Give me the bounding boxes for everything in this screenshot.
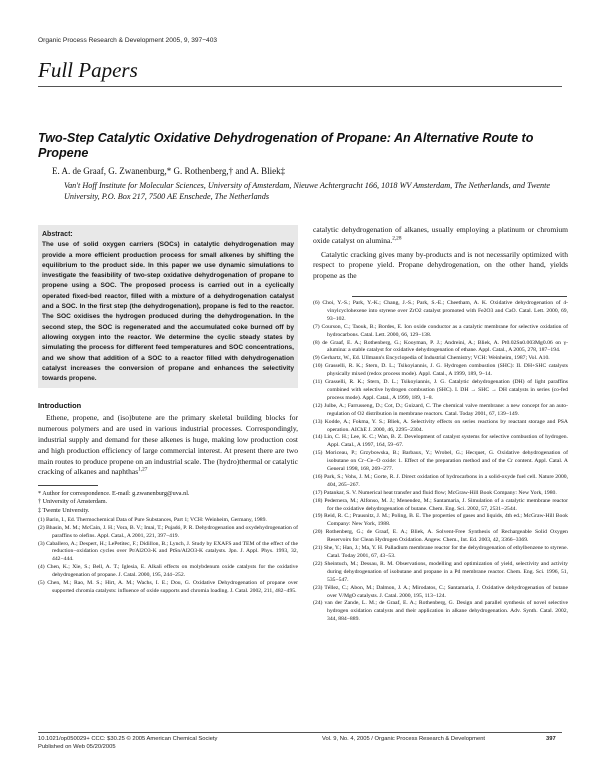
reference-item: (8) de Graaf, E. A.; Rothenberg, G.; Kooyman, P. J.; Andreini, A.; Bliek, A. Pt0.02Sn0.003Mg0.06 on γ-alumina: a stable catalyst for oxidative dehydrogenation of ethane. Appl. Catal., A 2005, 278, 187−194.	[313, 339, 568, 354]
intro-continuation-text: catalytic dehydrogenation of alkanes, usually employing a platinum or chromium oxide catalyst on alumina.	[313, 225, 568, 245]
citation: 2,28	[392, 235, 402, 242]
reference-item: (11) Grasselli, R. K.; Stern, D. L.; Tsikoyiannis, J. G. Catalytic dehydrogenation (DH) of light paraffins combined with selective hydrogen combustion (SHC). I. DH → SHC → DH catalysts in series (co-fed process mode). Appl. Catal., A 1999, 189, 1−8.	[313, 379, 568, 401]
section-label: Full Papers	[38, 58, 138, 82]
reference-item: (12) Julbe, A.; Farrusseng, D.; Cot, D.; Guizard, C. The chemical valve membrane: a new concept for an auto-regulation of O2 distribution in membrane reactors. Catal. Today 2001, 67, 139−149.	[313, 402, 568, 417]
abstract-text: The use of solid oxygen carriers (SOCs) in catalytic dehydrogenation may provide a more efficient production process for small alkenes by shifting the equilibrium to the product side. In this paper we use dynamic simulations to investigate the feasibility of two-step oxidative dehydrogenation of propane to propene using a SOC. The proposed process is carried out in a cyclically operated fixed-bed reactor, filled with a mixture of a dehydrogenation catalyst and a SOC. In the first step (the dehydrogenation), propane is fed to the reactor. The SOC oxidises the hydrogen produced during the dehydrogenation. In the second step, the SOC is regenerated and the accumulated coke burned off by allowing oxygen into the reactor. We determine the cyclic steady states by simulating the process for different feed temperatures and SOC concentrations, and we show that addition of a SOC to a reactor filled with dehydrogenation catalyst increases the conversion of propane and enhances the selectivity towards propene.	[42, 241, 294, 383]
reference-item: (13) Kodde, A.; Fokma, Y. S.; Bliek, A. Selectivity effects on series reactions by reactant storage and PSA operation. AIChE J. 2000, 46, 2295−2304.	[313, 418, 568, 433]
page-number: 397	[546, 736, 556, 742]
reference-item: (10) Grasselli, R. K.; Stern, D. L.; Tsikoyiannis, J. G. Hydrogen combustion (SHC): II. DH+SHC catalysts physically mixed (redox process mode). Appl. Catal., A 1999, 189, 9−14.	[313, 363, 568, 378]
footnote-correspondence: * Author for correspondence. E-mail: g.zwanenburg@uva.nl.	[38, 490, 190, 498]
intro-paragraph-2: Catalytic cracking gives many by-products and is not necessarily optimized with respect to propene yield. Propane dehydrogenation, on the other hand, yields propene as the	[313, 249, 568, 281]
intro-continuation	[313, 225, 568, 247]
reference-item: (9) Gerhartz, W., Ed. Ullmann's Encyclopedia of Industrial Chemistry; VCH: Weinheim, 1987; Vol. A10.	[313, 355, 550, 362]
footer-journal: Vol. 9, No. 4, 2005 / Organic Process Research & Development	[322, 736, 486, 742]
left-column	[38, 225, 298, 596]
reference-item: (22) Sheintuch, M.; Dessau, R. M. Observations, modelling and optimization of yield, selectivity and activity during dehydrogenation of isobutane and propane in a Pd membrane reactor. Chem. Eng. Sci. 1996, 51, 535−547.	[313, 560, 568, 583]
footer-published: Published on Web 05/20/2005	[38, 744, 116, 750]
journal-citation: Organic Process Research & Development 2005, 9, 397−403	[38, 37, 218, 44]
reference-item: (6) Choi, Y.-S.; Park, Y.-K.; Chang, J.-S.; Park, S.-E.; Cheetham, A. K. Oxidative dehydrogenation of 4-vinylcyclohexene into styrene over ZrO2 catalyst promoted with Fe2O3 and CaO. Catal. Lett. 2000, 69, 93−102.	[313, 300, 568, 322]
reference-item: (3) Caballero, A.; Despert, H.; LePetitec, F.; Didillon, B.; Lynch, J. Study by EXAFS and TEM of the effect of the reduction−oxidation cycles over Pt/Al2O3-K and PtSn/Al2O3-K catalysts. Jpn. J. Appl. Phys. 1993, 32, 442−444.	[38, 540, 298, 563]
references-rule	[352, 296, 567, 297]
affiliation: Van't Hoff Institute for Molecular Sciences, University of Amsterdam, Nieuwe Achtergracht 166, 1018 WV Amsterdam, The Netherlands, and Twente University, P.O. Box 217, 7500 AE Enschede, The Netherlands	[64, 181, 551, 201]
reference-item: (15) Moriceau, P.; Grzybowska, B.; Barbaux, Y.; Wrobel, G.; Hecquet, G. Oxidative dehydrogenation of isobutane on Cr−Ce−O oxide: 1. Effect of the preparation method and of the Cr content. Appl. Catal. A General 1998, 168, 269−277.	[313, 450, 568, 473]
reference-item: (23) Téllez, C.; Abon, M.; Dalmon, J. A.; Mirodatos, C.; Santamaria, J. Oxidative dehydrogenation of butane over V/MgO catalysts. J. Catal. 2000, 195, 113−124.	[313, 584, 568, 599]
footer-rule	[38, 732, 562, 733]
footer-doi: 10.1021/op050029+ CCC: $30.25 © 2005 American Chemical Society	[38, 736, 218, 742]
footnote-affiliation-1: † University of Amsterdam.	[38, 498, 108, 506]
reference-item: (18) Pedernera, M.; Alfonso, M. J.; Menendez, M.; Santamaria, J. Simulation of a catalytic membrane reactor for the oxidative dehydrogenation of butane. Chem. Eng. Sci. 2002, 57, 2531−2544.	[313, 497, 568, 512]
author-list: E. A. de Graaf, G. Zwanenburg,* G. Rothenberg,† and A. Bliek‡	[52, 166, 286, 176]
reference-item: (1) Barin, I., Ed. Thermochemical Data of Pure Substances, Part 1; VCH: Weinheim, Germany, 1989.	[38, 516, 267, 523]
citation: 1,27	[138, 466, 148, 473]
footnote-affiliation-2: ‡ Twente University.	[38, 506, 90, 514]
abstract-box	[38, 225, 298, 388]
introduction-paragraph	[38, 413, 298, 478]
reference-item: (17) Patankar, S. V. Numerical heat transfer and fluid flow; McGraw-Hill Book Company: New York, 1980.	[313, 489, 557, 496]
introduction-text: Ethene, propene, and (iso)butene are the primary skeletal building blocks for numerous polymers and are used in various industrial processes. Correspondingly, industrial supply and demand for these alkenes is huge, making low production cost and high production efficiency of large commercial interest. At present there are two main routes to produce propene on an industrial scale. The (hydro)thermal or catalytic cracking of alkanes and naphthas	[38, 413, 298, 477]
article-title: Two-Step Catalytic Oxidative Dehydrogenation of Propane: An Alternative Route to Propene	[38, 131, 534, 160]
reference-item: (24) van der Zande, L. M.; de Graaf, E. A.; Rothenberg, G. Design and parallel synthesis of novel selective hydrogen oxidation catalysts and their application in alkane dehydrogenation. Adv. Synth. Catal. 2002, 344, 884−889.	[313, 600, 568, 623]
reference-item: (14) Lin, C. H.; Lee, K. C.; Wan, B. Z. Development of catalyst systems for selective combustion of hydrogen. Appl. Catal., A 1997, 164, 59−67.	[313, 434, 568, 449]
introduction-heading: Introduction	[38, 401, 82, 411]
reference-item: (5) Chen, M.; Rao, M. S.; Hirt, A. M.; Wachs, I. E.; Dou, G. Oxidative Dehydrogenation of propane over supported chromia catalysts: influence of oxide supports and chromia loading. J. Catal. 2002, 211, 482−495.	[38, 580, 298, 594]
reference-item: (21) She, Y.; Han, J.; Ma, Y. H. Palladium membrane reactor for the dehydrogenation of ethylbenzene to styrene. Catal. Today 2001, 67, 43−53.	[313, 545, 568, 559]
references-list	[313, 300, 568, 624]
right-column-text	[313, 225, 568, 282]
reference-item: (19) Reid, R. C.; Prausnitz, J. M.; Poling, B. E. The properties of gases and liquids, 4th ed.; McGraw-Hill Book Company: New York, 1988.	[313, 513, 568, 528]
reference-item: (16) Park, S.; Vohs, J. M.; Gorte, R. J. Direct oxidation of hydrocarbons in a solid-oxyde fuel cell. Nature 2000, 404, 265−267.	[313, 473, 568, 488]
reference-item: (4) Chen, K.; Xie, S.; Bell, A. T.; Iglesia, E. Alkali effects on molybdenum oxide catalysts for the oxidative dehydrogenation of propane. J. Catal. 2000, 195, 244−252.	[38, 564, 298, 579]
footnote-rule	[38, 485, 98, 486]
reference-item: (2) Bhasin, M. M.; McCain, J. H.; Vora, B. V.; Imai, T.; Pujadó, P. R. Dehydrogenation and oxydehydrogenation of paraffins to olefins. Appl. Catal., A 2001, 221, 397−419.	[38, 524, 298, 539]
header-rule	[38, 86, 562, 87]
abstract-heading: Abstract:	[42, 231, 73, 238]
reference-item: (7) Courson, C.; Taouk, B.; Bordes, E. Ion oxide conductor as a catalytic membrane for selective oxidation of hydrocarbons. Catal. Lett. 2000, 66, 129−138.	[313, 323, 568, 338]
reference-item: (20) Rothenberg, G.; de Graaf, E. A.; Bliek, A. Solvent-Free Synthesis of Rechargeable Solid Oxygen Reservoirs for Clean Hydrogen Oxidation. Angew. Chem., Int. Ed. 2003, 42, 3366−3369.	[313, 529, 568, 544]
